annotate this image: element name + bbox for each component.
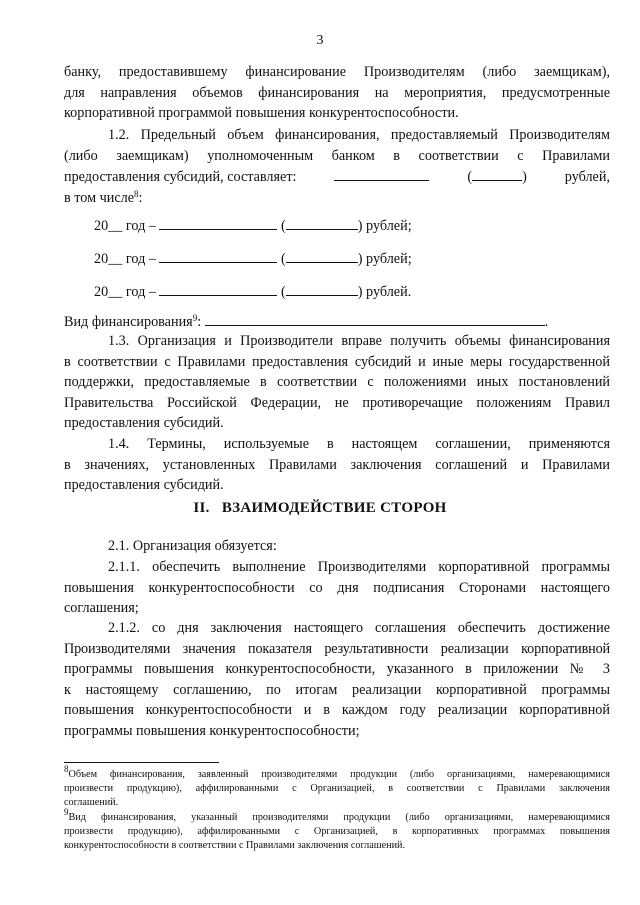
paragraph-1-3 [64,331,610,434]
text-line: 2.1. Организация обязуется: [108,538,277,554]
page-number: 3 [316,33,324,48]
text-line: 2.1.1. обеспечить выполнение Производителями корпоративной программы [108,559,610,575]
year-amount-words-blank [286,248,358,263]
year-label: 20__ год – [94,284,156,300]
section-heading: II. ВЗАИМОДЕЙСТВИЕ СТОРОН [193,500,447,516]
text-line: к настоящему соглашению, по итогам реализации корпоративной программы [64,681,610,698]
paragraph-intro [64,62,610,124]
paragraph-2-1-1 [64,557,610,619]
footnote-divider [64,762,219,763]
text-line: повышения конкурентоспособности и в каждом году реализации корпоративной [64,702,610,719]
year-amount-words-blank [286,215,358,230]
text-line: предоставления субсидий. [64,415,224,432]
paragraph-2-1-2 [64,618,610,742]
footnote-ref: 8 [134,188,139,199]
year-amount-blank [159,248,277,263]
text-line: программы повышения конкурентоспособности, указанного в приложении № 3 [64,661,610,678]
year-amount-blank [159,281,277,296]
text-line: 1.2. Предельный объем финансирования, предоставляемый Производителям [108,127,610,143]
year-amount-words-blank [286,281,358,296]
text-line: (либо заемщикам) уполномоченным банком в соответствии с Правилами [64,147,610,164]
text-line: повышения конкурентоспособности со дня подписания Сторонами настоящего [64,579,610,596]
amount-words-blank: ( ) [467,166,526,188]
text-line: Правительства Российской Федерации, не противоречащие положениям Правил [64,394,610,411]
financing-type-line: Вид финансирования$^9$: . [64,313,549,330]
paragraph-1-4 [64,434,610,496]
year-row-1: 20__ год – ( ) рублей; [94,215,412,235]
footnote-text: Объем финансирования, заявленный производителями продукции (либо организациями, намеревающимися [68,769,610,780]
footnote-text: соглашений. [64,797,119,809]
footnote-9 [64,807,610,854]
financing-type-label: Вид финансирования [64,314,193,330]
text-line: в значениях, установленных Правилами заключения соглашений и Правилами [64,456,610,473]
footnote-text: Вид финансирования, указанный производителями продукции (либо организациями, намеревающимися [68,812,610,823]
year-label: 20__ год – [94,218,156,234]
paragraph-2-1 [64,536,610,557]
year-row-2: 20__ год – ( ) рублей; [94,248,412,268]
text-line: предоставления субсидий. [64,477,224,494]
footnote-number: 8 [64,764,69,774]
text-line: в том числе$^8$: [64,188,143,206]
footnote-number: 9 [64,807,69,817]
footnote-text: конкурентоспособности в соответствии с Правилами заключения соглашений. [64,840,406,852]
text-line: 1.3. Организация и Производители вправе получить объемы финансирования [108,333,610,349]
text-line: банку, предоставившему финансирование Производителям (либо заемщикам), [64,64,610,80]
footnote-8 [64,764,610,811]
text-fragment: в том числе [64,189,135,206]
paragraph-1-2 [64,125,610,208]
text-line: в соответствии с Правилами предоставления субсидий и иные меры государственной [64,353,610,370]
text-line: поддержки, предоставляемые в соответствии с положениями иных постановлений [64,374,610,391]
amount-blank [334,166,429,181]
text-fragment: рублей, [564,169,610,186]
text-line: 2.1.2. со дня заключения настоящего соглашения обеспечить достижение [108,620,610,636]
footnote-text: произвести продукцию), аффилированными с Организацией, в корпоративных программах повышения [64,826,610,838]
year-label: 20__ год – [94,251,156,267]
footnote-text: произвести продукцию), аффилированными с Организацией, в соответствии с Правилами заключения [64,783,610,795]
footnote-ref: 9 [192,313,198,323]
year-row-3: 20__ год – ( ) рублей. [94,281,411,301]
text-fragment: предоставления субсидий, составляет: [64,169,297,186]
year-unit: рублей. [366,284,412,300]
year-unit: рублей; [366,251,412,267]
text-line: для направления объемов финансирования на мероприятия, предусмотренные [64,84,610,101]
text-line: корпоративной программой повышения конкурентоспособности. [64,105,459,122]
financing-type-blank [205,311,545,326]
text-line: программы повышения конкурентоспособности; [64,722,360,739]
year-amount-blank [159,215,277,230]
text-line: Производителями значения показателя результативности реализации корпоративной [64,640,610,657]
text-line-with-blanks [64,166,610,188]
year-unit: рублей; [366,218,412,234]
text-line: 1.4. Термины, используемые в настоящем соглашении, применяются [108,436,610,452]
text-line: соглашения; [64,600,139,617]
